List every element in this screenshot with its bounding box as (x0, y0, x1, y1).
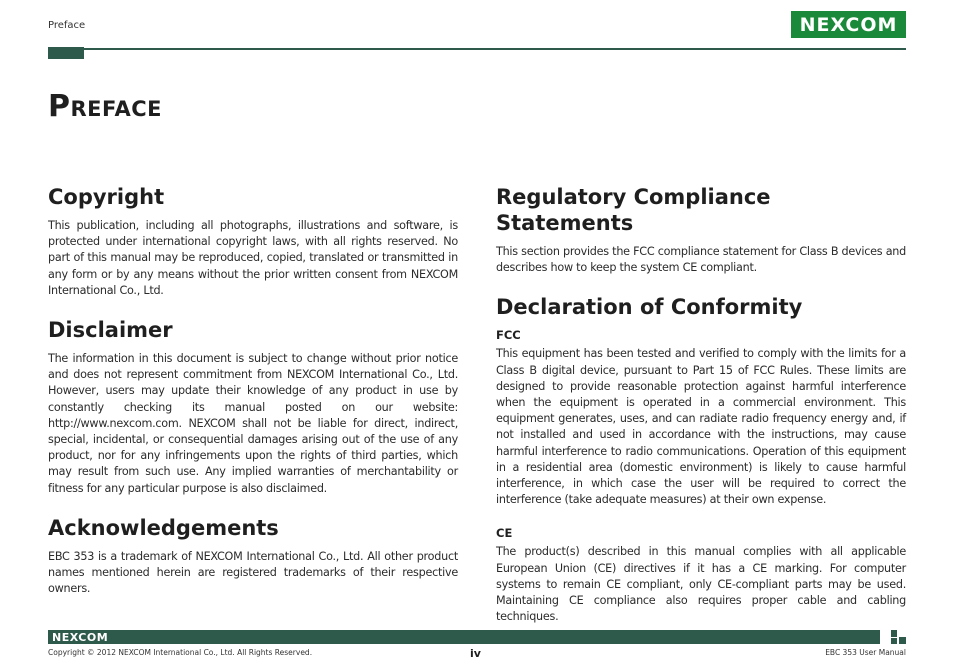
footer-manual-name: EBC 353 User Manual (825, 648, 906, 657)
regulatory-heading: Regulatory Compliance Statements (496, 185, 771, 235)
copyright-heading: Copyright (48, 185, 165, 209)
fcc-label: FCC (496, 328, 521, 343)
acknowledgements-section (48, 515, 458, 598)
fcc-text: This equipment has been tested and verified to comply with the limits for a Class B digital device, pursuant to Part 15 of FCC Rules. These limits are designed to provide reasonable protection against harmful interference when the equipment is operated in a commercial environment. This equipment generates, uses, and can radiate radio frequency energy and, if not installed and used in accordance with the instructions, may cause harmful interference to radio communications. Operation of this equipment in a residential area (domestic environment) is likely to cause harmful interference, in which case the user will be required to correct the interference (take adequate measures) at their own expense. (496, 347, 906, 507)
disclaimer-heading: Disclaimer (48, 318, 173, 343)
nexcom-logo (791, 11, 906, 38)
acknowledgements-text: EBC 353 is a trademark of NEXCOM International Co., Ltd. All other product names mentioned herein are registered trademarks of their respective owners. (48, 549, 458, 596)
copyright-section (48, 184, 458, 299)
footer-square-3 (891, 638, 897, 644)
header-divider (48, 48, 906, 50)
declaration-heading: Declaration of Conformity (496, 295, 803, 320)
acknowledgements-heading: Acknowledgements (48, 515, 279, 540)
footer-bar (48, 630, 880, 644)
footer-square-1 (891, 630, 897, 637)
disclaimer-section (48, 317, 458, 497)
footer-square-2 (899, 637, 906, 644)
footer-copyright: Copyright © 2012 NEXCOM International Co., Ltd. All Rights Reserved. (48, 648, 313, 657)
page-number: iv (470, 647, 481, 660)
header-section-label: Preface (48, 20, 86, 31)
left-column (48, 184, 458, 615)
ce-label: CE (496, 526, 513, 541)
regulatory-text: This section provides the FCC compliance statement for Class B devices and describes how to keep the system CE compliant. (496, 245, 906, 275)
copyright-text: This publication, including all photographs, illustrations and software, is protected under international copyright laws, with all rights reserved. No part of this manual may be reproduced, copied, translated or transmitted in any form or by any means without the prior written consent from NEXCOM International Co., Ltd. (48, 219, 458, 297)
declaration-section (496, 294, 906, 625)
header-accent-block (48, 47, 84, 59)
logo-text: NEXCOM (799, 13, 898, 36)
page-title: Preface (48, 89, 162, 124)
disclaimer-text: The information in this document is subject to change without prior notice and does not represent commitment from NEXCOM International Co., Ltd. However, users may update their knowledge of any product in use by constantly checking its manual posted on our website: http://www.nexcom.com. NEXCOM shall not be liable for direct, indirect, special, incidental, or consequential damages arising out of the use of any product, nor for any infringements upon the rights of third parties, which may result from such use. Any implied warranties of merchantability or fitness for any particular purpose is also disclaimed. (48, 352, 458, 495)
regulatory-section (496, 184, 906, 276)
footer-logo: NEXCOM (52, 631, 109, 644)
ce-text: The product(s) described in this manual complies with all applicable European Union (CE) directives if it has a CE marking. For computer systems to remain CE compliant, only CE-compliant parts may be used. Maintaining CE compliance also requires proper cable and cabling techniques. (496, 545, 906, 624)
right-column (496, 184, 906, 643)
